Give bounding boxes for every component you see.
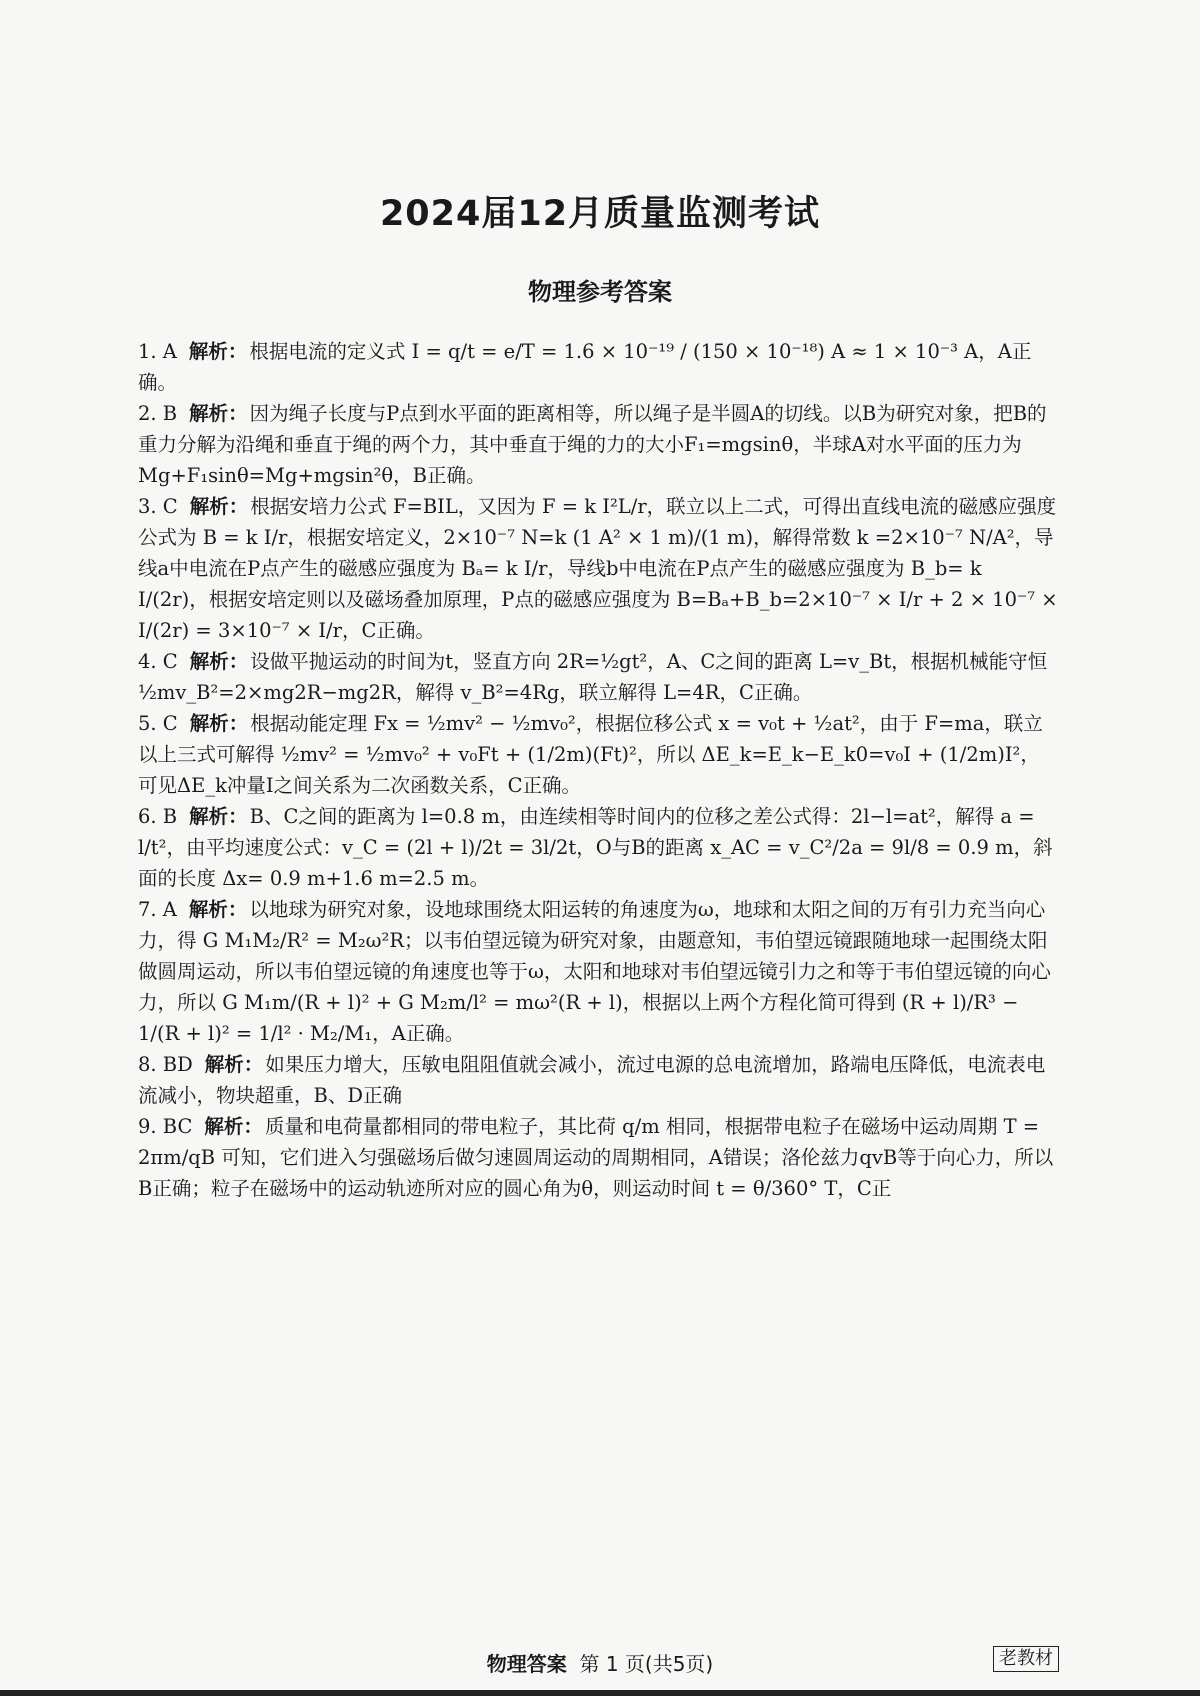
answer-number: 9. BC (138, 1115, 193, 1138)
answer-text: B、C之间的距离为 l=0.8 m，由连续相等时间内的位移之差公式得：2l−l=at²，解得 a = l/t²，由平均速度公式：v_C = (2l + l)/2t = 3l/2t，O与B的距离 x_AC = v_C²/2a = 9l/8 = 0.9 m，斜面的长度 Δx= 0.9 m+1.6 m=2.5 m。 (138, 805, 1053, 890)
answer-item (138, 1049, 1058, 1111)
answer-number: 4. C (138, 650, 178, 673)
analysis-label: 解析： (188, 340, 248, 363)
answer-text: 因为绳子长度与P点到水平面的距离相等，所以绳子是半圆A的切线。以B为研究对象，把B的重力分解为沿绳和垂直于绳的两个力，其中垂直于绳的力的大小F₁=mgsinθ，半球A对水平面的压力为Mg+F₁sinθ=Mg+mgsin²θ，B正确。 (138, 402, 1047, 487)
answers-body (138, 336, 1058, 1204)
answer-item (138, 894, 1058, 1049)
page-title: 2024届12月质量监测考试 (379, 194, 821, 234)
analysis-label: 解析： (189, 402, 248, 425)
answer-text: 根据安培力公式 F=BIL，又因为 F = k I²L/r，联立以上二式，可得出直线电流的磁感应强度公式为 B = k I/r，根据安培定义，2×10⁻⁷ N=k (1 A² × 1 m)/(1 m)，解得常数 k =2×10⁻⁷ N/A²，导线a中电流在P点产生的磁感应强度为 Bₐ= k I/r，导线b中电流在P点产生的磁感应强度为 B_b= k I/(2r)，根据安培定则以及磁场叠加原理，P点的磁感应强度为 B=Bₐ+B_b=2×10⁻⁷ × I/r + 2 × 10⁻⁷ × I/(2r) = 3×10⁻⁷ × I/r，C正确。 (138, 495, 1058, 642)
page-subtitle: 物理参考答案 (528, 278, 672, 306)
analysis-label: 解析： (204, 1053, 264, 1076)
analysis-label: 解析： (189, 805, 248, 828)
answer-text: 质量和电荷量都相同的带电粒子，其比荷 q/m 相同，根据带电粒子在磁场中运动周期 T = 2πm/qB 可知，它们进入匀强磁场后做匀速圆周运动的周期相同，A错误；洛伦兹力qvB等于向心力，所以B正确；粒子在磁场中的运动轨迹所对应的圆心角为θ，则运动时间 t = θ/360° T，C正 (138, 1115, 1054, 1200)
edition-badge: 老教材 (993, 1646, 1059, 1672)
answer-number: 5. C (138, 712, 178, 735)
bottom-divider (0, 1690, 1200, 1696)
answer-number: 6. B (138, 805, 178, 828)
footer-label: 物理答案 (486, 1652, 567, 1676)
page-number: 第 1 页(共5页) (579, 1652, 714, 1676)
answer-number: 7. A (138, 898, 177, 921)
answer-item (138, 646, 1058, 708)
analysis-label: 解析： (189, 712, 249, 735)
answer-item (138, 336, 1058, 398)
answer-text: 根据电流的定义式 I = q/t = e/T = 1.6 × 10⁻¹⁹ / (150 × 10⁻¹⁸) A ≈ 1 × 10⁻³ A，A正确。 (138, 340, 1032, 394)
analysis-label: 解析： (204, 1115, 263, 1138)
answer-number: 8. BD (138, 1053, 193, 1076)
answer-text: 如果压力增大，压敏电阻阻值就会减小，流过电源的总电流增加，路端电压降低，电流表电流减小，物块超重，B、D正确 (138, 1053, 1046, 1107)
answer-number: 3. C (138, 495, 178, 518)
analysis-label: 解析： (189, 495, 249, 518)
answer-item (138, 398, 1058, 491)
answer-text: 设做平抛运动的时间为t，竖直方向 2R=½gt²，A、C之间的距离 L=v_Bt，根据机械能守恒 ½mv_B²=2×mg2R−mg2R，解得 v_B²=4Rg，联立解得 L=4R，C正确。 (138, 650, 1048, 704)
analysis-label: 解析： (188, 898, 248, 921)
answer-text: 根据动能定理 Fx = ½mv² − ½mv₀²，根据位移公式 x = v₀t + ½at²，由于 F=ma，联立以上三式可解得 ½mv² = ½mv₀² + v₀Ft + (1/2m)(Ft)²，所以 ΔE_k=E_k−E_k0=v₀I + (1/2m)I²，可见ΔE_k冲量I之间关系为二次函数关系，C正确。 (138, 712, 1043, 797)
answer-text: 以地球为研究对象，设地球围绕太阳运转的角速度为ω，地球和太阳之间的万有引力充当向心力，得 G M₁M₂/R² = M₂ω²R；以韦伯望远镜为研究对象，由题意知，韦伯望远镜跟随地球一起围绕太阳做圆周运动，所以韦伯望远镜的角速度也等于ω，太阳和地球对韦伯望远镜引力之和等于韦伯望远镜的向心力，所以 G M₁m/(R + l)² + G M₂m/l² = mω²(R + l)，根据以上两个方程化简可得到 (R + l)/R³ − 1/(R + l)² = 1/l² · M₂/M₁，A正确。 (138, 898, 1051, 1045)
answer-item (138, 1111, 1058, 1204)
answer-number: 1. A (138, 340, 177, 363)
answer-item (138, 491, 1058, 646)
answer-number: 2. B (138, 402, 178, 425)
analysis-label: 解析： (189, 650, 249, 673)
answer-item (138, 801, 1058, 894)
answer-item (138, 708, 1058, 801)
